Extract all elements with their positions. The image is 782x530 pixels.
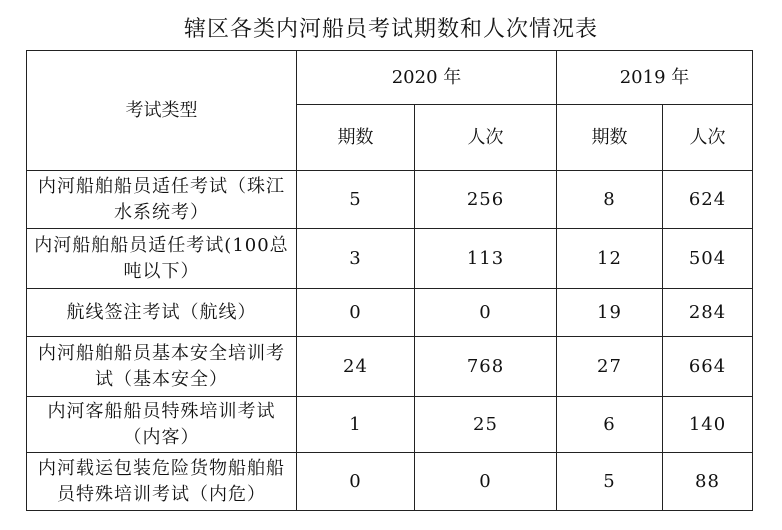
exam-type-cell: 内河船舶船员适任考试（珠江水系统考） [27,171,297,229]
people-2019-cell: 284 [663,289,753,337]
sessions-2020-cell: 5 [297,171,415,229]
sessions-2020-cell: 0 [297,289,415,337]
exam-type-cell: 内河载运包装危险货物船舶船员特殊培训考试（内危） [27,453,297,511]
table-row [27,171,753,229]
table-row [27,229,753,289]
header-people-2020: 人次 [415,105,557,171]
table-row [27,397,753,453]
sessions-2019-cell: 27 [557,337,663,397]
people-2020-cell: 0 [415,453,557,511]
header-year-2020: 2020 年 [297,51,557,105]
people-2020-cell: 256 [415,171,557,229]
exam-type-cell: 内河客船船员特殊培训考试（内客） [27,397,297,453]
exam-stats-table [26,50,753,511]
table-row [27,289,753,337]
people-2019-cell: 624 [663,171,753,229]
header-exam-type: 考试类型 [27,51,297,171]
exam-type-cell: 内河船舶船员适任考试(100总吨以下） [27,229,297,289]
table-title: 辖区各类内河船员考试期数和人次情况表 [183,17,598,42]
exam-type-cell: 内河船舶船员基本安全培训考试（基本安全） [27,337,297,397]
people-2019-cell: 664 [663,337,753,397]
header-sessions-2020: 期数 [297,105,415,171]
header-row-years [27,51,753,105]
people-2019-cell: 88 [663,453,753,511]
sessions-2020-cell: 0 [297,453,415,511]
sessions-2019-cell: 8 [557,171,663,229]
people-2020-cell: 768 [415,337,557,397]
sessions-2020-cell: 24 [297,337,415,397]
people-2020-cell: 25 [415,397,557,453]
people-2019-cell: 140 [663,397,753,453]
sessions-2020-cell: 1 [297,397,415,453]
table-row [27,453,753,511]
sessions-2020-cell: 3 [297,229,415,289]
people-2020-cell: 0 [415,289,557,337]
exam-type-cell: 航线签注考试（航线） [27,289,297,337]
header-sessions-2019: 期数 [557,105,663,171]
header-people-2019: 人次 [663,105,753,171]
sessions-2019-cell: 6 [557,397,663,453]
table-row [27,337,753,397]
sessions-2019-cell: 12 [557,229,663,289]
header-year-2019: 2019 年 [557,51,753,105]
people-2019-cell: 504 [663,229,753,289]
sessions-2019-cell: 19 [557,289,663,337]
sessions-2019-cell: 5 [557,453,663,511]
people-2020-cell: 113 [415,229,557,289]
